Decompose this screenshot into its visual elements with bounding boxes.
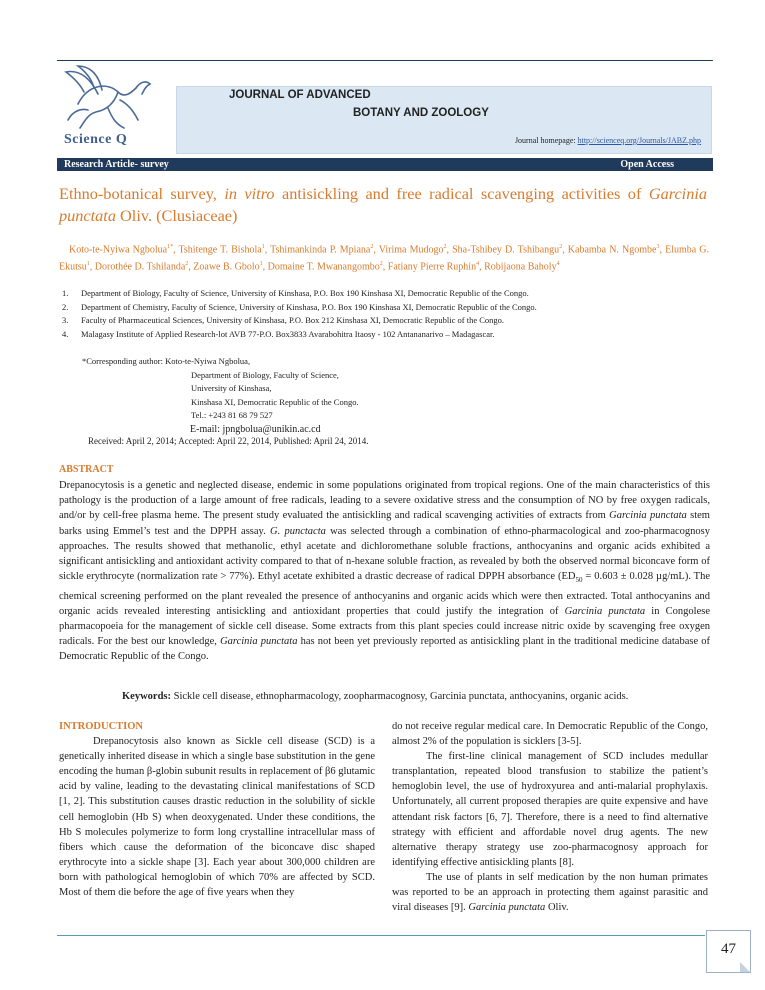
intro-text: The use of plants in self medication by the non human primates was reported to be an approach in protecting them against parasitic and viral diseases [9]. [392, 871, 708, 914]
title-italic: in vitro [224, 184, 275, 203]
article-type-bar [57, 158, 713, 171]
author-affiliation-mark: 2 [379, 261, 383, 268]
author-affiliation-mark: 2 [370, 244, 374, 250]
abstract-heading: ABSTRACT [59, 464, 114, 475]
corr-line: Department of Biology, Faculty of Science, [191, 369, 339, 380]
affiliation-item [62, 314, 712, 328]
abstract-subscript: 50 [575, 576, 583, 585]
title-text: Oliv. (Clusiaceae) [115, 206, 238, 225]
author-name: Koto-te-Nyiwa Ngbolua [69, 244, 168, 256]
affiliation-text: Faculty of Pharmaceutical Sciences, University of Kinshasa, P.O. Box 212 Kinshasa XI, Democratic Republic of the Congo. [81, 315, 505, 325]
journal-title-line2: BOTANY AND ZOOLOGY [353, 107, 489, 119]
author-name: Zoawe B. Gbolo [193, 261, 260, 273]
abstract-text: in Congolese pharmacopoeia for the management of sickle cell disease. Some extracts from this plant species could increase nitric oxide by scavenging free oxygen radicals. For the best our knowledge, [59, 605, 710, 648]
intro-text: Oliv. [545, 902, 569, 914]
pegasus-logo-icon [58, 64, 170, 136]
corresponding-author [82, 355, 359, 436]
abstract-italic: Garcinia punctata [564, 605, 646, 617]
page-number-box [706, 930, 751, 973]
author-affiliation-mark: 1 [261, 244, 265, 250]
title-text: Ethno-botanical survey, [59, 184, 225, 203]
logo-text: Science Q [64, 132, 128, 147]
author-affiliation-mark: 3 [656, 244, 660, 250]
corr-email: E-mail: jpngbolua@unikin.ac.cd [190, 423, 321, 435]
affiliation-text: Department of Chemistry, Faculty of Science, University of Kinshasa, P.O. Box 190 Kinshasa XI, Democratic Republic of the Congo. [81, 301, 537, 312]
journal-header-box [176, 86, 712, 154]
article-type-label: Research Article- survey [64, 159, 169, 170]
author-name: Tshimankinda P. Mpiana [270, 244, 371, 256]
keywords-label: Keywords: [122, 691, 171, 702]
intro-column-left [59, 719, 375, 900]
affiliation-text: Malagasy Institute of Applied Research-lot AVB 77-P.O. Box3833 Avarabohitra Itaosy - 102 Antananarivo – Madagascar. [81, 328, 495, 339]
author-list: Koto-te-Nyiwa Ngbolua$^{1*}$, Tshitenge T. Bishola$^1$, Tshimankinda P. Mpiana$^2$, Virima Mudogo$^2$, Sha-Tshibey D. Tshibangu$^2$, Kabamba N. Ngombe$^3$, Elumba G. Ekutsu$^1$, Dorothée D. Tshilanda$^2$, Zoawe B. Gbolo$^1$, Domaine T. Mwanangombo$^2$, Fatiany Pierre Ruphin$^4$, Robijaona Baholy$^4$ [59, 244, 710, 273]
author-name: Kabamba N. Ngombe [567, 244, 657, 256]
keywords-text: Sickle cell disease, ethnopharmacology, zoopharmacognosy, Garcinia punctata, anthocyanins, organic acids. [171, 691, 629, 702]
affiliation-item [62, 287, 712, 301]
abstract-text: has not been yet previously reported as antisickling plant in the traditional medicine database of Democratic Republic of the Congo. [59, 636, 710, 663]
corr-line: Kinshasa XI, Democratic Republic of the Congo. [191, 396, 359, 407]
journal-logo [58, 64, 170, 148]
affiliation-number: 1. [62, 288, 69, 298]
journal-title-line1: JOURNAL OF ADVANCED [229, 89, 371, 101]
page-curl-icon [740, 962, 750, 972]
received-dates: Received: April 2, 2014; Accepted: April 22, 2014, Published: April 24, 2014. [88, 436, 369, 446]
corr-line: Tel.: +243 81 68 79 527 [191, 410, 273, 420]
author-affiliation-mark: 1* [167, 244, 174, 250]
author-name: Virima Mudogo [378, 244, 444, 256]
journal-homepage [515, 136, 701, 145]
abstract-text: Drepanocytosis is a genetic and neglected disease, endemic in some populations originated from tropical regions. One of the main characteristics of this pathology is the production of a large amount of free radicals, leading to a severe oxidative stress and the consumption of NO by free oxygen radicals, and/or by cell-free plasma heme. The present study evaluated the antisickling and radical scavenging activities of extracts from [59, 480, 710, 522]
author-affiliation-mark: 4 [476, 261, 480, 268]
homepage-label: Journal homepage: [514, 136, 578, 145]
abstract-italic: Garcinia punctata [220, 636, 298, 648]
author-affiliation-mark: 2 [185, 261, 189, 268]
affiliation-number: 2. [62, 301, 69, 312]
author-affiliation-mark: 1 [86, 261, 90, 268]
abstract-text: = 0.603 ± 0.028 µg/mL). The chemical screening performed on the plant revealed the presence of anthocyanins and organic acids which were then extracted. Total anthocyanins and organic acids revealed interesting antisickling and antioxidant properties that could justify the integration of [59, 571, 710, 617]
affiliation-number: 3. [62, 315, 69, 325]
intro-paragraph: The first-line clinical management of SCD includes medullar transplantation, repeated blood transfusion to stabilize the patient’s hemoglobin level, the use of hydroxyurea and anti-malarial prophylaxis. Unfortunately, all current proposed therapies are quite expensive and have attendant risk factors [6, 7]. Therefore, there is a need to find alternative strategy with efficient and affordable novel drug agents. The new alternative therapy strategy use zoo-pharmacognosy approach for identifying effective antisickling plants [8]. [392, 751, 708, 868]
author-affiliation-mark: 1 [259, 261, 263, 268]
homepage-link[interactable]: http://scienceq.org/Journals/JABZ.php [577, 136, 701, 145]
author-name: Sha-Tshibey D. Tshibangu [452, 244, 560, 256]
abstract-text: was selected through a combination of ethno-pharmacological and zoo-pharmacognosy approaches. The results showed that methanolic, ethyl acetate and dichloromethane soluble fractions, anthocyanins and organic acids exhibited a significant antisickling and antioxidant activity compared to that of n-hexane soluble fraction, as revealed by both the observed normal biconcave form of sickle erythrocyte (normalization rate > 77%). Ethyl acetate exhibited a drastic decrease of radical DPPH absorbance (ED [59, 525, 710, 583]
intro-paragraph [392, 870, 708, 915]
corr-line: *Corresponding author: Koto-te-Nyiwa Ngbolua, [82, 356, 251, 366]
corr-line: University of Kinshasa, [191, 383, 272, 393]
affiliation-text: Department of Biology, Faculty of Science, University of Kinshasa, P.O. Box 190 Kinshasa XI, Democratic Republic of the Congo. [81, 288, 529, 298]
open-access-label: Open Access [620, 159, 674, 170]
intro-paragraph: Drepanocytosis also known as Sickle cell disease (SCD) is a genetically inherited disease in which a single base substitution in the gene encoding the human β-globin subunit results in replacement of β6 glutamic acid by valine, leading to the devastating clinical manifestations of SCD [1, 2]. This substitution causes drastic reduction in the solubility of sickle cell hemoglobin (Hb S) when deoxygenated. Under these conditions, the Hb S molecules polymerize to form long crystalline intracellular mass of fibers which cause the deformation of the biconcave disc shaped erythrocyte into a sickle shape [3]. Each year about 300,000 children are born with pathological hemoglobin of which 70% are affected by SCD. Most of them die before the age of five years when they [59, 736, 375, 899]
keywords [122, 691, 628, 702]
abstract-text: stem barks using Emmel’s test and the DPPH assay. [59, 510, 710, 537]
footer-rule [57, 935, 705, 936]
affiliation-item [62, 301, 712, 315]
page-number: 47 [721, 941, 736, 957]
abstract-italic: G. punctacta [270, 525, 326, 537]
abstract-italic: Garcinia punctata [609, 510, 687, 522]
title-text: antisickling and free radical scavenging activities of [274, 184, 649, 203]
intro-column-right [392, 719, 708, 915]
author-affiliation-mark: 4 [556, 261, 560, 268]
author-name: Domaine T. Mwanangombo [267, 261, 380, 273]
abstract-body [59, 478, 710, 665]
author-affiliation-mark: 2 [559, 244, 563, 250]
title-italic: Garcinia punctata [59, 184, 708, 225]
author-name: Dorothée D. Tshilanda [94, 261, 186, 273]
affiliation-number: 4. [62, 328, 69, 339]
article-title [59, 183, 707, 227]
author-name: Tshitenge T. Bishola [178, 244, 262, 256]
affiliation-list [62, 287, 712, 341]
author-name: Fatiany Pierre Ruphin [387, 261, 477, 273]
intro-italic: Garcinia punctata [468, 902, 546, 914]
author-name: Elumba G. Ekutsu [59, 244, 710, 273]
author-affiliation-mark: 2 [443, 244, 447, 250]
intro-paragraph: do not receive regular medical care. In Democratic Republic of the Congo, almost 2% of the population is sicklers [3-5]. [392, 721, 708, 748]
intro-heading: INTRODUCTION [59, 721, 144, 732]
top-rule [57, 60, 713, 61]
author-name: Robijaona Baholy [484, 261, 557, 273]
affiliation-item [62, 328, 712, 342]
